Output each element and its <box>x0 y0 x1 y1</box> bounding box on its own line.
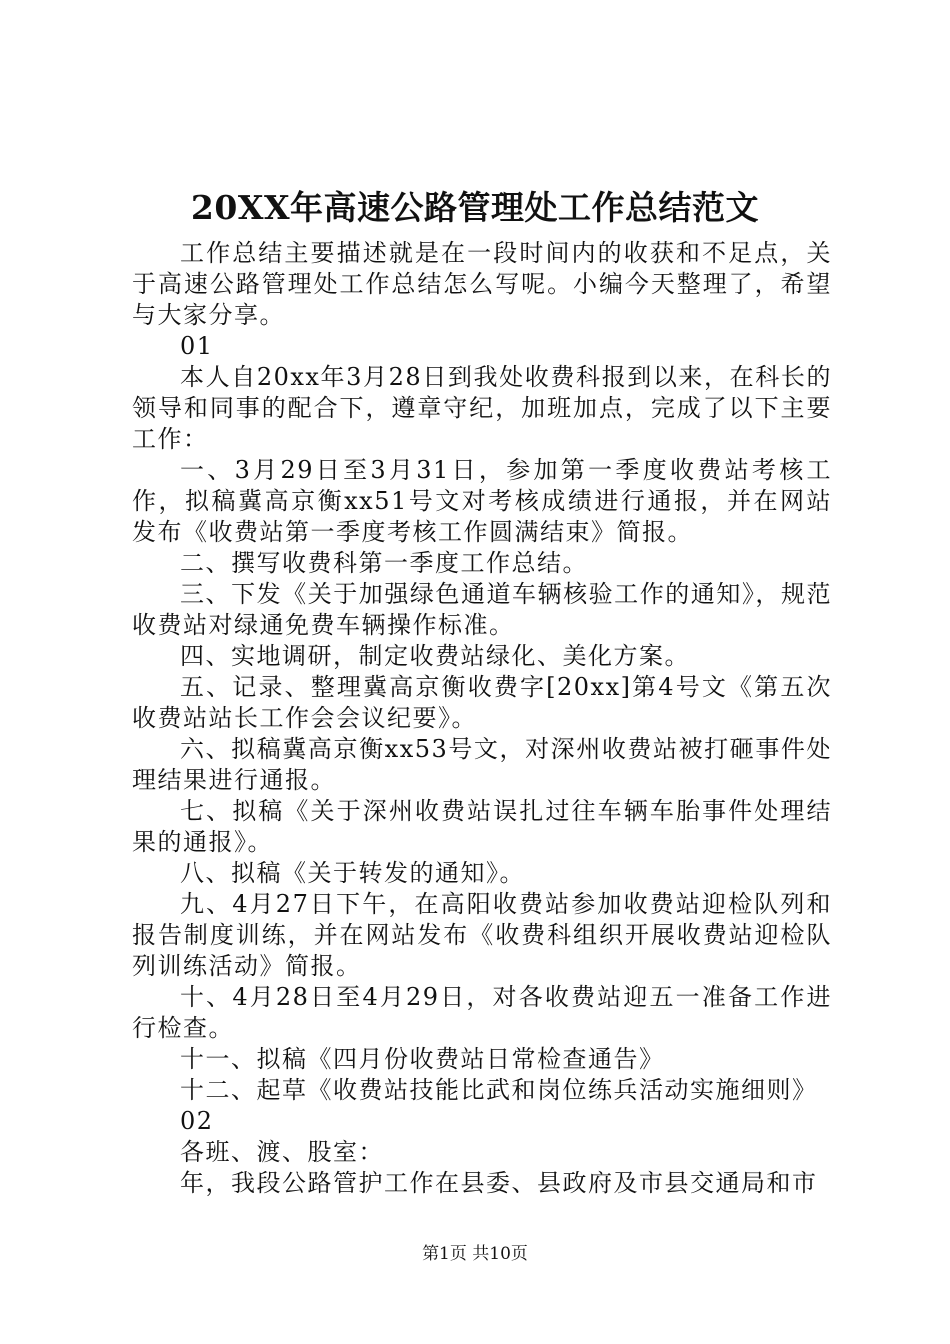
list-item: 八、拟稿《关于转发的通知》。 <box>180 859 525 887</box>
list-item: 三、下发《关于加强绿色通道车辆核验工作的通知》，规范收费站对绿通免费车辆操作标准。 <box>132 580 832 639</box>
list-item: 十、4月28日至4月29日，对各收费站迎五一准备工作进行检查。 <box>132 983 832 1042</box>
paragraph: 年，我段公路管护工作在县委、县政府及市县交通局和市 <box>180 1169 818 1197</box>
paragraph-intro: 工作总结主要描述就是在一段时间内的收获和不足点，关于高速公路管理处工作总结怎么写呢。小编今天整理了，希望与大家分享。 <box>132 239 832 329</box>
list-item: 九、4月27日下午，在高阳收费站参加收费站迎检队列和报告制度训练，并在网站发布《收费科组织开展收费站迎检队列训练活动》简报。 <box>132 890 832 980</box>
document-title: 20XX年高速公路管理处工作总结范文 <box>190 188 760 227</box>
list-item: 七、拟稿《关于深州收费站误扎过往车辆车胎事件处理结果的通报》。 <box>132 797 832 856</box>
list-item: 十二、起草《收费站技能比武和岗位练兵活动实施细则》 <box>180 1076 818 1104</box>
paragraph: 本人自20xx年3月28日到我处收费科报到以来，在科长的领导和同事的配合下，遵章守纪，加班加点，完成了以下主要工作： <box>132 363 832 453</box>
salutation: 各班、渡、股室： <box>180 1138 384 1166</box>
list-item: 一、3月29日至3月31日，参加第一季度收费站考核工作，拟稿冀高京衡xx51号文对考核成绩进行通报，并在网站发布《收费站第一季度考核工作圆满结束》简报。 <box>132 456 832 546</box>
list-item: 四、实地调研，制定收费站绿化、美化方案。 <box>180 642 690 670</box>
list-item: 二、撰写收费科第一季度工作总结。 <box>180 549 588 577</box>
section-number-01: 01 <box>180 332 214 360</box>
list-item: 六、拟稿冀高京衡xx53号文，对深州收费站被打砸事件处理结果进行通报。 <box>132 735 832 794</box>
list-item: 十一、拟稿《四月份收费站日常检查通告》 <box>180 1045 665 1073</box>
section-number-02: 02 <box>180 1107 214 1135</box>
page-footer: 第1页 共10页 <box>422 1244 528 1264</box>
document-body <box>132 238 832 1199</box>
list-item: 五、记录、整理冀高京衡收费字[20xx]第4号文《第五次收费站站长工作会会议纪要》。 <box>132 673 832 732</box>
